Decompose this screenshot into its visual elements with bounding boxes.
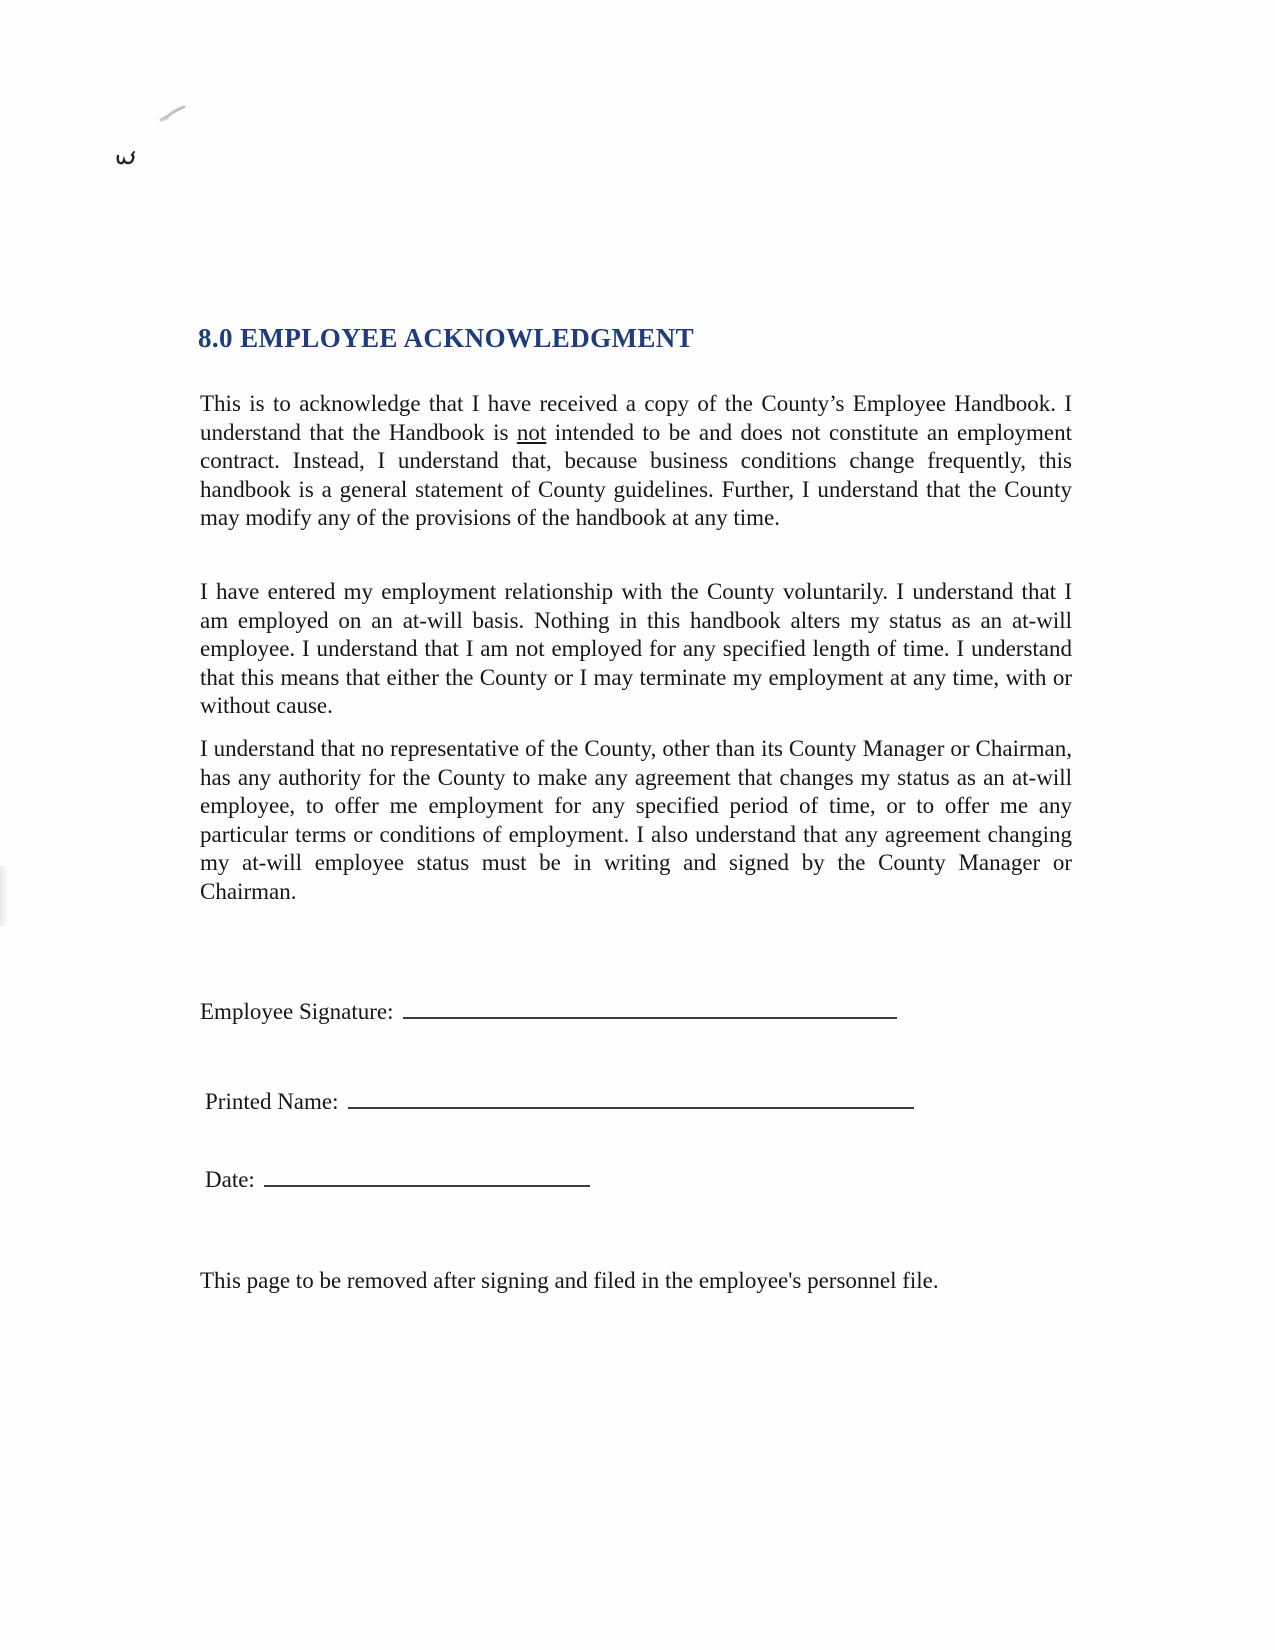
employee-signature-row xyxy=(200,993,897,1025)
employee-signature-label: Employee Signature: xyxy=(200,999,394,1024)
date-blank-line xyxy=(264,1161,590,1187)
paragraph-text-after: intended to be and does not constitute an employment contract. Instead, I understand that, because business conditions change frequently, this handbook is a general statement of County guidelines. Further, I understand that the County may modify any of the provisions of the handbook at any time. xyxy=(200,419,1072,530)
date-label: Date: xyxy=(205,1167,255,1192)
date-row xyxy=(205,1161,590,1193)
paragraph-authority: I understand that no representative of the County, other than its County Manager or Chairman, has any authority for the County to make any agreement that changes my status as an at-will employee, to offer me employment for any specified period of time, or to offer me any particular terms or conditions of employment. I also understand that any agreement changing my at-will employee status must be in writing and signed by the County Manager or Chairman. xyxy=(200,736,1072,904)
section-heading: 8.0 EMPLOYEE ACKNOWLEDGMENT xyxy=(198,323,695,353)
pen-mark-scan-artifact-icon xyxy=(114,148,140,168)
paragraph-at-will-status: I have entered my employment relationship with the County voluntarily. I understand that I am employed on an at-will basis. Nothing in this handbook alters my status as an at-will employee. I understand that I am not employed for any specified length of time. I understand that this means that either the County or I may terminate my employment at any time, with or without cause. xyxy=(200,579,1072,718)
check-mark-scan-artifact-icon xyxy=(158,104,188,126)
paragraph-text-before: This is to acknowledge that I have received a copy of the County’s Employee Handbook. I understand that the Handbook is xyxy=(200,391,1072,445)
printed-name-blank-line xyxy=(348,1083,914,1109)
employee-signature-blank-line xyxy=(403,993,897,1019)
underlined-word-not: not xyxy=(516,419,547,445)
footer-note: This page to be removed after signing and filed in the employee's personnel file. xyxy=(200,1268,939,1293)
paragraph-handbook-receipt xyxy=(200,390,1072,533)
left-edge-scan-smudge xyxy=(0,866,9,926)
printed-name-row xyxy=(205,1083,914,1115)
printed-name-label: Printed Name: xyxy=(205,1089,339,1114)
